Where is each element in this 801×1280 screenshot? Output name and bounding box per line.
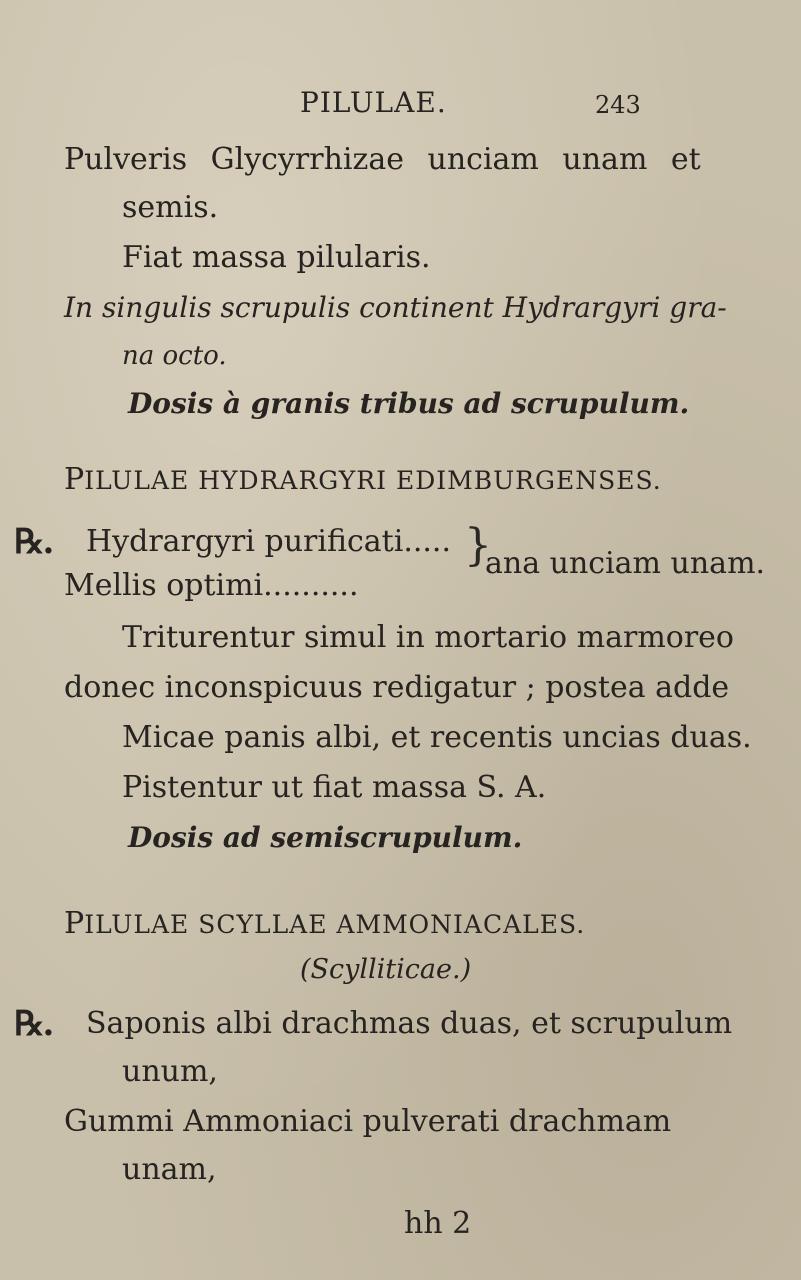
section-heading-scyllae [64,906,585,943]
text-line-4: In singulis scrupulis continent Hydrargyri gra- [64,291,727,324]
text-line-2: semis. [122,190,219,225]
instruction-line-4: Pistentur ut fiat massa S. A. [122,770,547,805]
instruction-line-1: Triturentur simul in mortario marmoreo [122,620,734,655]
instruction-line-2: donec inconspicuus redigatur ; postea adde [64,670,730,705]
recipe-line-2: unum, [122,1054,218,1089]
recipe-line-1: Saponis albi drachmas duas, et scrupulum [86,1006,733,1041]
ingredient-mellis: Mellis optimi.......... [64,568,359,603]
recipe-line-3: Gummi Ammoniaci pulverati drachmam [64,1104,672,1139]
instruction-line-3: Micae panis albi, et recentis uncias duas. [122,720,752,755]
recipe-symbol: ℞. [14,1004,53,1044]
ingredient-hydrargyri: Hydrargyri purificati..... [86,524,451,559]
text-line-1: Pulveris Glycyrrhizae unciam unam et [64,142,701,177]
shared-quantity: ana unciam unam. [485,546,766,581]
heading-initial: P [64,462,85,497]
heading-initial: P [64,906,85,941]
dosis-line-1: Dosis à granis tribus ad scrupulum. [128,387,690,420]
brace-mark: } [464,520,492,571]
section-heading-hydrargyri [64,462,662,499]
recipe-line-4: unam, [122,1152,217,1187]
running-header-title: PILULAE. [300,86,447,119]
page-number: 243 [595,91,641,119]
heading-rest: ILULAE SCYLLAE AMMONIACALES. [84,910,586,939]
text-line-5: na octo. [122,341,227,371]
section-subtitle: (Scylliticae.) [300,954,472,985]
dosis-line-2: Dosis ad semiscrupulum. [128,821,523,854]
signature-mark: hh 2 [404,1206,472,1241]
text-line-3: Fiat massa pilularis. [122,240,431,275]
recipe-symbol: ℞. [14,522,53,562]
heading-rest: ILULAE HYDRARGYRI EDIMBURGENSES. [84,466,662,495]
